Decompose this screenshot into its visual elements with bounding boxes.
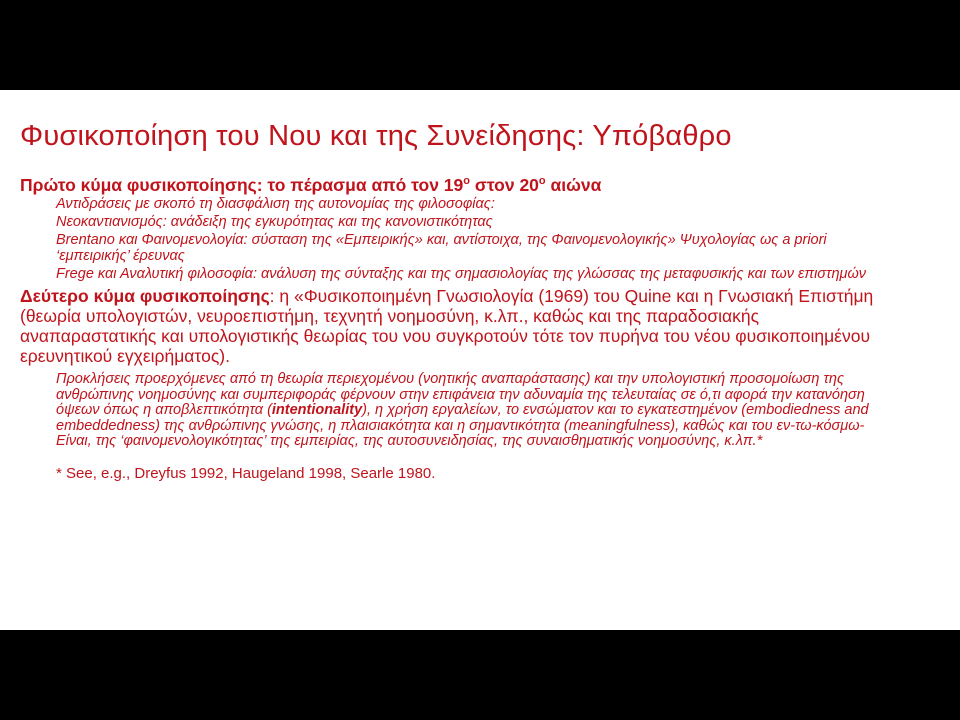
slide bbox=[0, 90, 960, 630]
slide-title: Φυσικοποίηση του Νου και της Συνείδησης: Υπόβαθρο bbox=[20, 120, 732, 152]
wave1-heading-text: Πρώτο κύμα φυσικοποίησης: το πέρασμα από τον 19 bbox=[20, 175, 464, 195]
wave1-sup-1: ο bbox=[463, 175, 470, 188]
intentionality-term: intentionality bbox=[271, 402, 363, 418]
wave2-text: : η «Φυσικοποιημένη Γνωσιολογία (1969) του Quine και η Γνωσιακή Επιστήμη (θεωρία υπολογιστών, νευροεπιστήμη, τεχνητή νοημοσύνη, κ.λπ., καθώς και της παραδοσιακής αναπαραστατικής και υπολογιστικής θεωρίας του νου συγκροτούν τότε τον πυρήνα του νέου φυσικοποιημένου ερευνητικού εγχειρήματος). bbox=[20, 286, 874, 366]
wave1-heading bbox=[20, 174, 880, 196]
slide-content bbox=[20, 174, 880, 483]
wave1-heading-text-2: στον 20 bbox=[470, 175, 539, 195]
wave1-list bbox=[56, 196, 880, 282]
wave2-detail-text-2: ), η χρήση εργαλείων, το ενσώματον και το εγκατεστημένον (embodiedness and embeddedness) της ανθρώπινης γνώσης, η πλαισιακότητα και η σημαντικότητα (meaningfulness), καθώς και του εν-τω-κόσμω-Είναι, της ‘φαινομενολογικότητας’ της εμπειρίας, της αυτοσυνειδησίας, της συναισθηματικής νοημοσύνης, κ.λπ.* bbox=[56, 402, 869, 449]
list-item: Brentano και Φαινομενολογία: σύσταση της «Εμπειρικής» και, αντίστοιχα, της Φαινομενολογικής» Ψυχολογίας ως a priori ‘εμπειρικής’ έρευνας bbox=[56, 232, 827, 264]
list-item: Frege και Αναλυτική φιλοσοφία: ανάλυση της σύνταξης και της σημασιολογίας της γλώσσας της μεταφυσικής και των επιστημών bbox=[56, 266, 866, 282]
wave2-heading: Δεύτερο κύμα φυσικοποίησης bbox=[20, 286, 270, 306]
wave1-heading-text-3: αιώνα bbox=[545, 175, 602, 195]
wave2-paragraph bbox=[20, 286, 880, 366]
wave2-detail bbox=[56, 372, 880, 450]
wave1-sup-2: ο bbox=[538, 175, 546, 188]
wave2-detail-text: Προκλήσεις προερχόμενες από τη θεωρία περιεχομένου (νοητικής αναπαράστασης) και την υπολογιστική προσομοίωση της ανθρώπινης νοημοσύνης και συμπεριφοράς φέρνουν στην επιφάνεια την αδυναμία της τελευταίας σε ό,τι αφορά την κατανόηση όψεων όπως η αποβλεπτικότητα ( bbox=[56, 371, 865, 418]
list-item: Νεοκαντιανισμός: ανάδειξη της εγκυρότητας και της κανονιστικότητας bbox=[56, 214, 493, 230]
list-item: Αντιδράσεις με σκοπό τη διασφάλιση της αυτονομίας της φιλοσοφίας: bbox=[56, 196, 495, 212]
footnote: * See, e.g., Dreyfus 1992, Haugeland 1998, Searle 1980. bbox=[56, 464, 436, 482]
